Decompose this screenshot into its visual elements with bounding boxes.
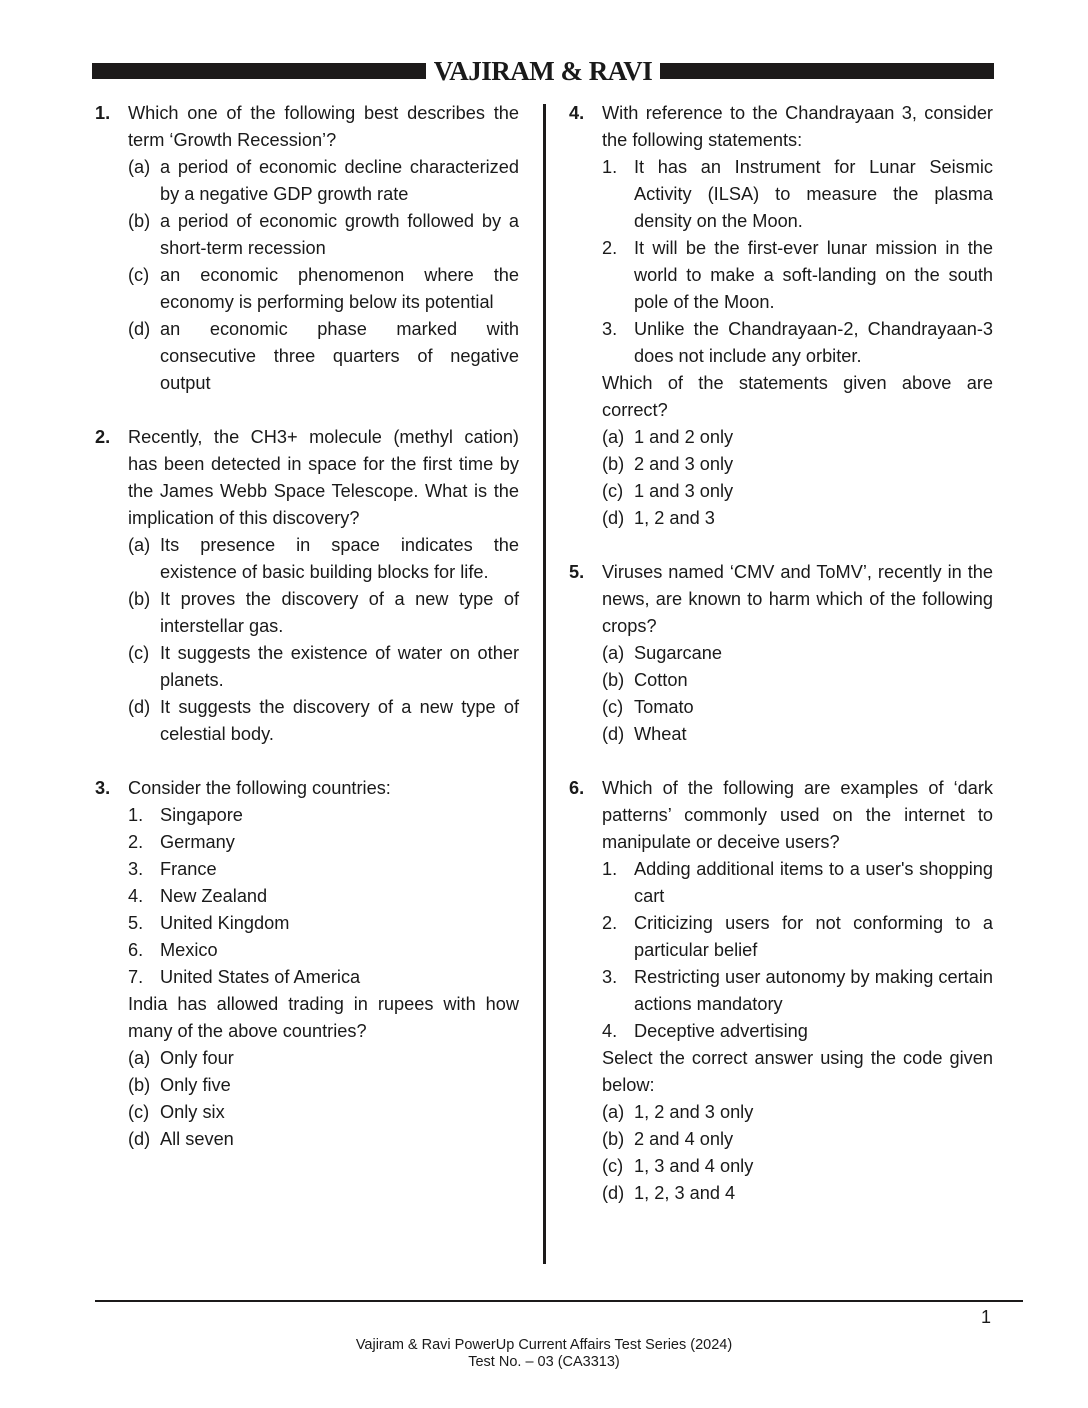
footer bbox=[0, 1337, 1088, 1371]
option-text: a period of economic growth followed by a short-term recession bbox=[160, 211, 519, 258]
question-number: 3. bbox=[95, 778, 111, 798]
answer-option bbox=[602, 640, 993, 667]
statement-text: Germany bbox=[160, 832, 235, 852]
option-text: 1, 2 and 3 bbox=[634, 508, 715, 528]
question-number: 5. bbox=[569, 562, 585, 582]
option-label: (a) bbox=[602, 1102, 625, 1122]
statement-label: 2. bbox=[128, 832, 144, 852]
statement-label: 7. bbox=[128, 967, 144, 987]
statement-text: France bbox=[160, 859, 217, 879]
option-label: (d) bbox=[602, 724, 625, 744]
option-text: 1, 3 and 4 only bbox=[634, 1156, 754, 1176]
answer-option bbox=[128, 208, 519, 262]
option-label: (d) bbox=[128, 1129, 151, 1149]
statement-label: 3. bbox=[602, 319, 618, 339]
footer-series: Vajiram & Ravi PowerUp Current Affairs Test Series (2024) bbox=[355, 1337, 733, 1353]
statement-label: 1. bbox=[128, 805, 144, 825]
option-text: Sugarcane bbox=[634, 643, 722, 663]
statement-label: 1. bbox=[602, 157, 618, 177]
option-label: (b) bbox=[128, 589, 151, 609]
option-label: (d) bbox=[602, 508, 625, 528]
statement-item bbox=[128, 802, 519, 829]
question bbox=[95, 775, 519, 1153]
statement-label: 2. bbox=[602, 238, 618, 258]
answer-option bbox=[128, 262, 519, 316]
footer-test-no: Test No. – 03 (CA3313) bbox=[468, 1354, 620, 1370]
answer-option bbox=[602, 667, 993, 694]
statement-label: 6. bbox=[128, 940, 144, 960]
statement-item bbox=[602, 910, 993, 964]
statement-item bbox=[128, 829, 519, 856]
option-text: Tomato bbox=[634, 697, 694, 717]
option-label: (b) bbox=[602, 670, 625, 690]
question bbox=[569, 100, 993, 532]
question-stem: With reference to the Chandrayaan 3, consider the following statements: bbox=[602, 103, 993, 150]
option-label: (b) bbox=[128, 211, 151, 231]
statement-item bbox=[128, 964, 519, 991]
option-label: (d) bbox=[128, 697, 151, 717]
statement-item bbox=[128, 937, 519, 964]
option-label: (c) bbox=[602, 697, 624, 717]
question-prompt: India has allowed trading in rupees with how many of the above countries? bbox=[128, 994, 519, 1041]
option-text: Wheat bbox=[634, 724, 687, 744]
header-bar-right bbox=[660, 63, 994, 79]
question-stem: Recently, the CH3+ molecule (methyl cation) has been detected in space for the first time by the James Webb Space Telescope. What is the implication of this discovery? bbox=[128, 427, 519, 528]
option-label: (b) bbox=[602, 1129, 625, 1149]
answer-option bbox=[128, 1099, 519, 1126]
option-text: 1, 2 and 3 only bbox=[634, 1102, 754, 1122]
answer-option bbox=[128, 694, 519, 748]
statement-item bbox=[602, 316, 993, 370]
option-label: (d) bbox=[602, 1183, 625, 1203]
option-label: (a) bbox=[602, 427, 625, 447]
answer-option bbox=[602, 721, 993, 748]
option-text: 1 and 2 only bbox=[634, 427, 734, 447]
statement-item bbox=[128, 910, 519, 937]
answer-option bbox=[602, 424, 993, 451]
right-column bbox=[569, 100, 993, 1234]
question-stem: Which of the following are examples of ‘dark patterns’ commonly used on the internet to manipulate or deceive users? bbox=[602, 778, 993, 852]
question-number: 2. bbox=[95, 427, 111, 447]
option-text: It suggests the discovery of a new type of celestial body. bbox=[160, 697, 519, 744]
footer-rule bbox=[95, 1300, 1023, 1302]
question-stem: Viruses named ‘CMV and ToMV’, recently in the news, are known to harm which of the following crops? bbox=[602, 562, 993, 636]
page-number: 1 bbox=[981, 1307, 992, 1327]
answer-option bbox=[602, 1153, 993, 1180]
option-text: All seven bbox=[160, 1129, 234, 1149]
question-number: 4. bbox=[569, 103, 585, 123]
answer-option bbox=[602, 1126, 993, 1153]
option-label: (c) bbox=[128, 265, 150, 285]
question-stem: Consider the following countries: bbox=[128, 778, 391, 798]
answer-option bbox=[602, 478, 993, 505]
header-title: VAJIRAM & RAVI bbox=[433, 55, 653, 86]
answer-option bbox=[128, 586, 519, 640]
answer-option bbox=[128, 1072, 519, 1099]
answer-option bbox=[128, 532, 519, 586]
statement-label: 4. bbox=[128, 886, 144, 906]
option-text: 1, 2, 3 and 4 bbox=[634, 1183, 736, 1203]
answer-option bbox=[602, 1180, 993, 1207]
option-text: 1 and 3 only bbox=[634, 481, 734, 501]
option-label: (a) bbox=[602, 643, 625, 663]
option-text: Only four bbox=[160, 1048, 234, 1068]
statement-label: 5. bbox=[128, 913, 144, 933]
option-text: 2 and 3 only bbox=[634, 454, 734, 474]
answer-option bbox=[128, 640, 519, 694]
statement-text: Deceptive advertising bbox=[634, 1021, 808, 1041]
option-text: an economic phenomenon where the economy is performing below its potential bbox=[160, 265, 519, 312]
statement-text: United States of America bbox=[160, 967, 361, 987]
question bbox=[569, 559, 993, 748]
option-text: a period of economic decline characterized by a negative GDP growth rate bbox=[160, 157, 519, 204]
option-label: (b) bbox=[602, 454, 625, 474]
question bbox=[95, 100, 519, 397]
statement-text: Unlike the Chandrayaan-2, Chandrayaan-3 does not include any orbiter. bbox=[634, 319, 993, 366]
statement-item bbox=[602, 1018, 993, 1045]
option-label: (c) bbox=[602, 1156, 624, 1176]
option-text: It proves the discovery of a new type of interstellar gas. bbox=[160, 589, 519, 636]
statement-text: United Kingdom bbox=[160, 913, 290, 933]
question-prompt: Select the correct answer using the code given below: bbox=[602, 1048, 993, 1095]
option-label: (a) bbox=[128, 157, 151, 177]
statement-text: Adding additional items to a user's shopping cart bbox=[634, 859, 993, 906]
statement-text: Mexico bbox=[160, 940, 218, 960]
option-text: It suggests the existence of water on other planets. bbox=[160, 643, 519, 690]
question-stem: Which one of the following best describes the term ‘Growth Recession’? bbox=[128, 103, 519, 150]
statement-item bbox=[128, 883, 519, 910]
answer-option bbox=[602, 505, 993, 532]
option-text: Its presence in space indicates the existence of basic building blocks for life. bbox=[160, 535, 519, 582]
statement-label: 1. bbox=[602, 859, 618, 879]
page-header bbox=[92, 55, 994, 86]
option-label: (d) bbox=[128, 319, 151, 339]
option-text: Cotton bbox=[634, 670, 688, 690]
header-bar-left bbox=[92, 63, 426, 79]
column-divider bbox=[543, 104, 546, 1264]
statement-text: Singapore bbox=[160, 805, 243, 825]
answer-option bbox=[128, 1045, 519, 1072]
statement-label: 3. bbox=[602, 967, 618, 987]
answer-option bbox=[128, 316, 519, 397]
statement-text: It has an Instrument for Lunar Seismic Activity (ILSA) to measure the plasma density on the Moon. bbox=[634, 157, 993, 231]
question-number: 6. bbox=[569, 778, 585, 798]
option-text: Only six bbox=[160, 1102, 225, 1122]
statement-text: Restricting user autonomy by making certain actions mandatory bbox=[634, 967, 993, 1014]
statement-label: 2. bbox=[602, 913, 618, 933]
option-text: an economic phase marked with consecutive three quarters of negative output bbox=[160, 319, 519, 393]
option-label: (c) bbox=[128, 1102, 150, 1122]
option-label: (b) bbox=[128, 1075, 151, 1095]
statement-text: It will be the first-ever lunar mission in the world to make a soft-landing on the south pole of the Moon. bbox=[634, 238, 993, 312]
statement-item bbox=[602, 154, 993, 235]
answer-option bbox=[602, 1099, 993, 1126]
option-label: (a) bbox=[128, 535, 151, 555]
statement-item bbox=[602, 856, 993, 910]
question-prompt: Which of the statements given above are correct? bbox=[602, 373, 993, 420]
question-number: 1. bbox=[95, 103, 111, 123]
question bbox=[95, 424, 519, 748]
statement-item bbox=[128, 856, 519, 883]
answer-option bbox=[602, 694, 993, 721]
statement-item bbox=[602, 964, 993, 1018]
option-text: 2 and 4 only bbox=[634, 1129, 734, 1149]
statement-text: New Zealand bbox=[160, 886, 268, 906]
statement-text: Criticizing users for not conforming to a particular belief bbox=[634, 913, 993, 960]
answer-option bbox=[602, 451, 993, 478]
statement-label: 4. bbox=[602, 1021, 618, 1041]
question bbox=[569, 775, 993, 1207]
statement-label: 3. bbox=[128, 859, 144, 879]
answer-option bbox=[128, 154, 519, 208]
statement-item bbox=[602, 235, 993, 316]
option-text: Only five bbox=[160, 1075, 231, 1095]
answer-option bbox=[128, 1126, 519, 1153]
option-label: (c) bbox=[602, 481, 624, 501]
left-column bbox=[95, 100, 519, 1180]
option-label: (c) bbox=[128, 643, 150, 663]
option-label: (a) bbox=[128, 1048, 151, 1068]
